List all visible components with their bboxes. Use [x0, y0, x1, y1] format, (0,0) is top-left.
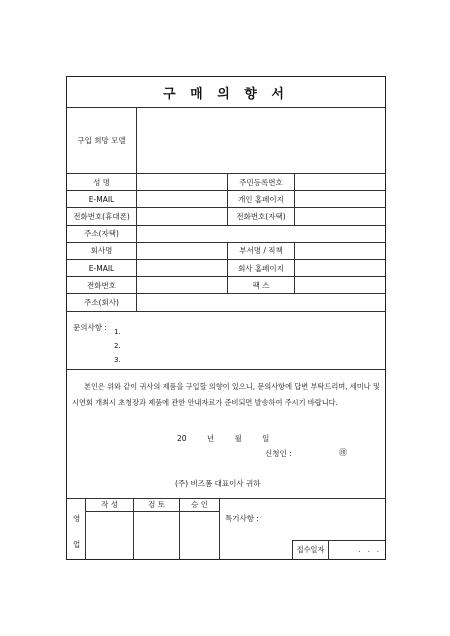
- form-title: 구 매 의 향 서: [163, 86, 289, 102]
- company-value[interactable]: [136, 243, 227, 259]
- resident-no-label: 주민등록번호: [227, 174, 294, 190]
- email-value[interactable]: [136, 191, 227, 207]
- company-label: 회사명: [90, 246, 113, 256]
- home-phone-value[interactable]: [294, 208, 385, 224]
- purchase-intent-form: [66, 76, 386, 560]
- title-row: [67, 77, 385, 108]
- inquiry-item: 2.: [114, 341, 121, 350]
- model-row: [67, 108, 385, 174]
- fax-value[interactable]: [294, 277, 385, 293]
- personal-homepage-value[interactable]: [294, 191, 385, 207]
- email-row: [67, 191, 385, 208]
- company-address-value[interactable]: [136, 294, 385, 310]
- model-value[interactable]: [136, 108, 385, 173]
- applicant-label: 신청인 :: [265, 449, 292, 458]
- email-label: E-MAIL: [88, 194, 115, 204]
- company-address-label: 주소(회사): [84, 297, 119, 307]
- draft-signature-box[interactable]: [85, 512, 133, 560]
- company-address-row: [67, 294, 385, 311]
- name-row: [67, 174, 385, 191]
- recipient-line: (주) 비즈폼 대표이사 귀하: [175, 479, 261, 488]
- fax-label: 팩 스: [227, 277, 294, 293]
- statement-section: [67, 369, 385, 494]
- home-address-row: [67, 226, 385, 243]
- approval-header-draft: 작 성: [85, 499, 133, 512]
- inquiry-label: 문의사항 :: [73, 322, 107, 332]
- inquiry-section[interactable]: [67, 312, 385, 370]
- received-label: 접수일자: [292, 540, 328, 560]
- company-row: [67, 243, 385, 260]
- mobile-label: 전화번호(휴대폰): [73, 211, 130, 221]
- dept-char-1: 영: [73, 514, 81, 523]
- approval-header-approve: 승 인: [179, 499, 219, 512]
- approval-block: [67, 498, 385, 560]
- phone-value[interactable]: [136, 277, 227, 293]
- company-homepage-label: 회사 홈페이지: [227, 260, 294, 276]
- home-address-value[interactable]: [136, 226, 385, 242]
- dept-title-value[interactable]: [294, 243, 385, 259]
- dept-title-label: 부서명 / 직책: [227, 243, 294, 259]
- approval-header-review: 검 토: [133, 499, 179, 512]
- notes-area[interactable]: [219, 499, 385, 560]
- date-line: 20 년 월 일: [177, 434, 270, 443]
- review-signature-box[interactable]: [133, 512, 179, 560]
- company-email-row: [67, 260, 385, 277]
- statement-text: 본인은 위와 같이 귀사의 제품을 구입할 의향이 있으니, 문의사항에 답변 부탁드리며, 세미나 및 시연회 개최시 초청장과 제품에 관한 안내자료가 준비되면 발송하여 주시기 바랍니다.: [72, 382, 380, 407]
- company-phone-row: [67, 277, 385, 294]
- phone-label: 전화번호: [87, 280, 116, 290]
- inquiry-item: 3.: [114, 355, 121, 364]
- phone-row: [67, 208, 385, 225]
- company-homepage-value[interactable]: [294, 260, 385, 276]
- company-email-value[interactable]: [136, 260, 227, 276]
- received-date[interactable]: . . .: [328, 540, 385, 560]
- dept-char-2: 업: [73, 540, 81, 549]
- company-email-label: E-MAIL: [88, 263, 115, 273]
- approve-signature-box[interactable]: [179, 512, 219, 560]
- inquiry-item: 1.: [114, 327, 121, 336]
- home-phone-label: 전화번호(자택): [227, 208, 294, 224]
- name-label: 성 명: [93, 177, 110, 187]
- seal-mark: ㊞: [339, 448, 347, 457]
- mobile-value[interactable]: [136, 208, 227, 224]
- personal-homepage-label: 개인 홈페이지: [227, 191, 294, 207]
- name-value[interactable]: [136, 174, 227, 190]
- resident-no-value[interactable]: [294, 174, 385, 190]
- notes-label: 특기사항 :: [225, 514, 259, 523]
- dept-label: [67, 499, 85, 560]
- home-address-label: 주소(자택): [84, 229, 119, 239]
- model-label: 구입 희망 모델: [77, 136, 126, 145]
